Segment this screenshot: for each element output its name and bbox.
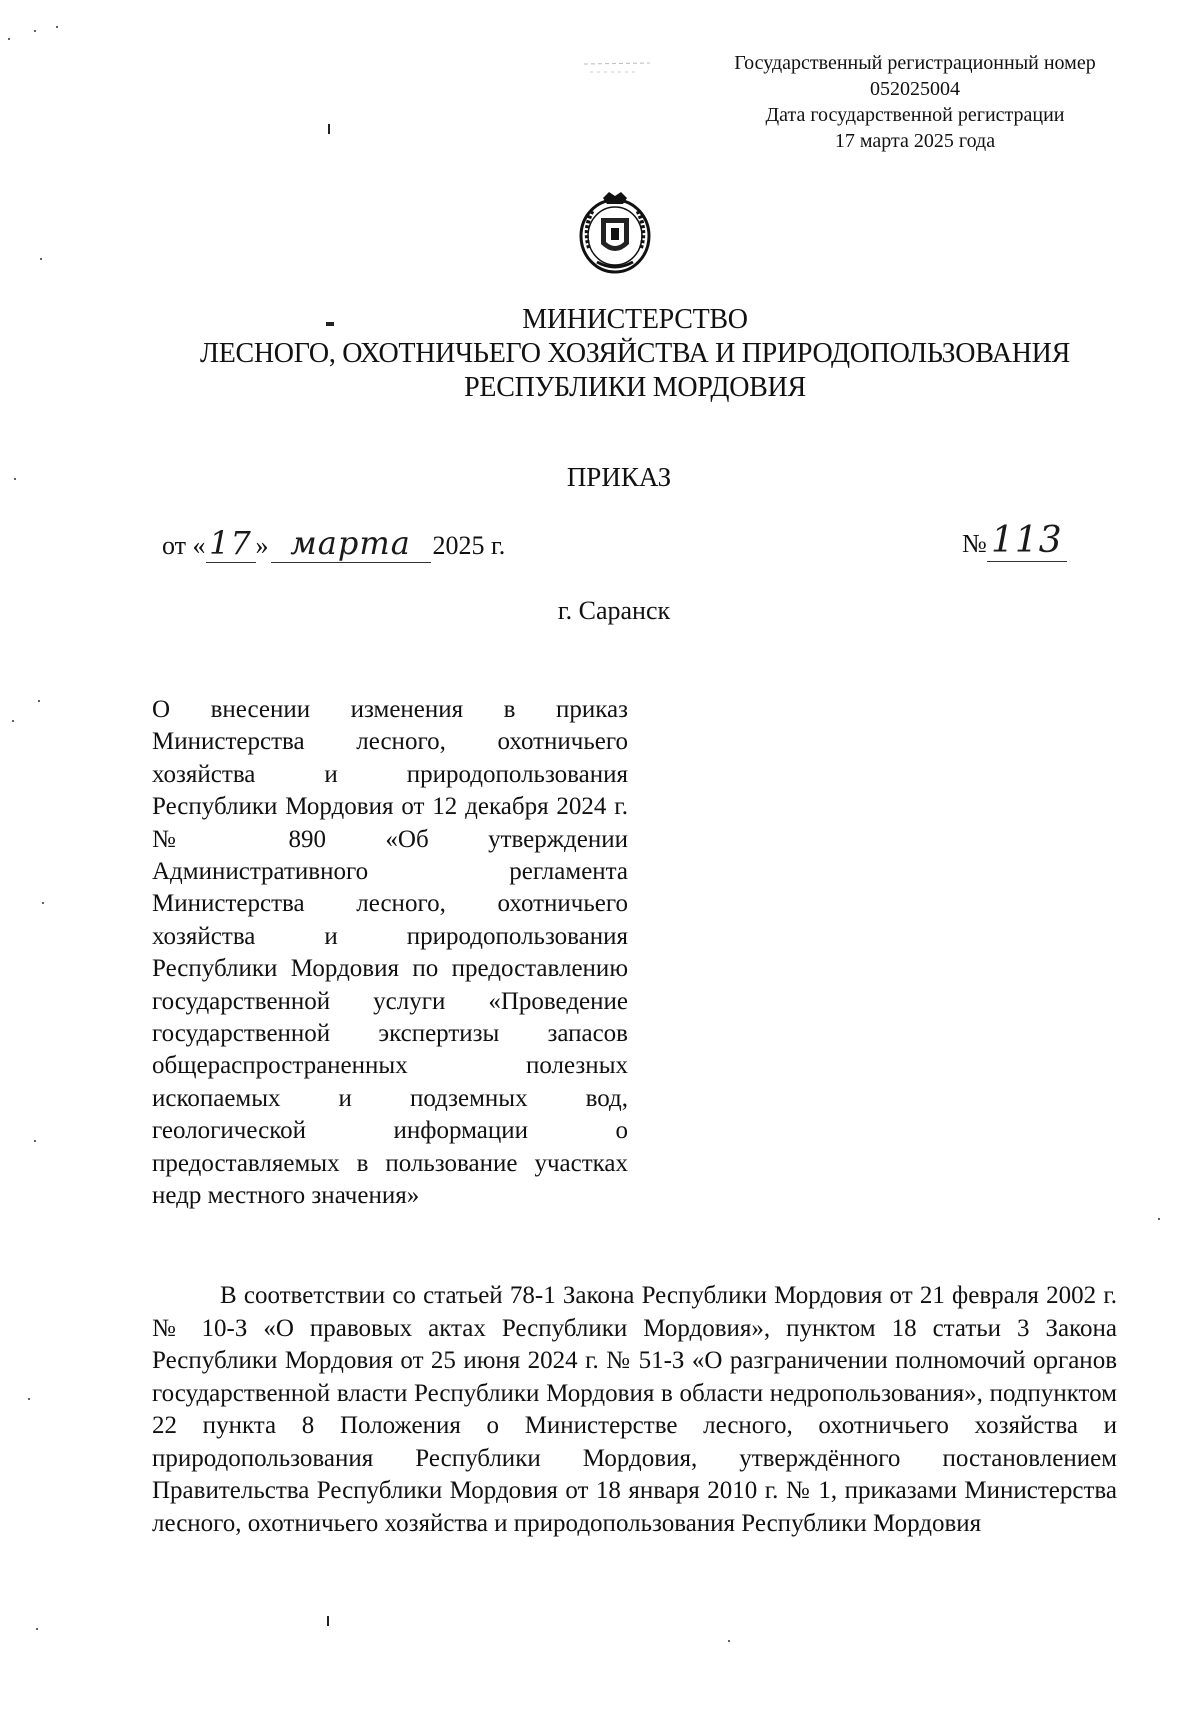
registration-number-label: Государственный регистрационный номер bbox=[734, 52, 1096, 74]
scan-speck bbox=[34, 30, 36, 32]
ministry-header bbox=[160, 303, 1110, 405]
scan-speck bbox=[14, 478, 16, 480]
handwritten-number: 113 bbox=[987, 520, 1067, 562]
scan-speck bbox=[728, 1640, 730, 1642]
registration-block bbox=[700, 50, 1130, 154]
city: г. Саранск bbox=[557, 596, 671, 625]
scan-speck bbox=[34, 1140, 36, 1142]
scan-speck bbox=[36, 1628, 38, 1630]
ministry-line-2: ЛЕСНОГО, ОХОТНИЧЬЕГО ХОЗЯЙСТВА И ПРИРОДОПОЛЬЗОВАНИЯ bbox=[200, 338, 1070, 369]
scan-mark bbox=[327, 1616, 329, 1626]
number-prefix: № bbox=[962, 529, 987, 558]
scan-speck bbox=[56, 26, 58, 28]
scan-speck bbox=[8, 38, 10, 40]
registration-date-label: Дата государственной регистрации bbox=[765, 104, 1065, 126]
order-body: В соответствии со статьей 78-1 Закона Республики Мордовия от 21 февраля 2002 г. № 10-З «О правовых актах Республики Мордовия», пунктом 18 статьи 3 Закона Республики Мордовия от 25 июня 2024 г. № 51-З «О разграничении полномочий органов государственной власти Республики Мордовия в области недропользования», подпунктом 22 пункта 8 Положения о Министерстве лесного, охотничьего хозяйства и природопользования Республики Мордовия, утверждённого постановлением Правительства Республики Мордовия от 18 января 2010 г. № 1, приказами Министерства лесного, охотничьего хозяйства и природопользования Республики Мордовия bbox=[152, 1282, 1117, 1537]
handwritten-day: 17 bbox=[206, 524, 256, 563]
scan-speck bbox=[12, 720, 14, 722]
scan-speck bbox=[1158, 1218, 1160, 1220]
ministry-line-1: МИНИСТЕРСТВО bbox=[522, 304, 748, 335]
scan-speck bbox=[38, 700, 40, 702]
order-number bbox=[962, 520, 1067, 562]
scan-smudge bbox=[582, 58, 654, 80]
order-date bbox=[162, 524, 505, 563]
scan-mark bbox=[328, 124, 330, 134]
scan-speck bbox=[28, 1398, 30, 1400]
date-mid: » bbox=[255, 531, 269, 560]
document-type: ПРИКАЗ bbox=[566, 462, 672, 492]
scan-mark bbox=[326, 322, 334, 326]
date-prefix: от « bbox=[162, 531, 206, 560]
scan-speck bbox=[42, 902, 44, 904]
registration-number: 052025004 bbox=[870, 78, 960, 100]
handwritten-month: марта bbox=[271, 524, 431, 563]
order-subject: О внесении изменения в приказ Министерства лесного, охотничьего хозяйства и природопользования Республики Мордовия от 12 декабря 2024 г. № 890 «Об утверждении Административного регламента Министерства лесного, охотничьего хозяйства и природопользования Республики Мордовия по предоставлению государственной услуги «Проведение государственной экспертизы запасов общераспространенных полезных ископаемых и подземных вод, геологической информации о предоставляемых в пользование участках недр местного значения» bbox=[152, 696, 628, 1210]
coat-of-arms-icon bbox=[575, 188, 655, 276]
date-suffix: 2025 г. bbox=[432, 531, 506, 560]
ministry-line-3: РЕСПУБЛИКИ МОРДОВИЯ bbox=[464, 372, 806, 403]
scan-speck bbox=[40, 258, 42, 260]
registration-date: 17 марта 2025 года bbox=[834, 130, 996, 152]
